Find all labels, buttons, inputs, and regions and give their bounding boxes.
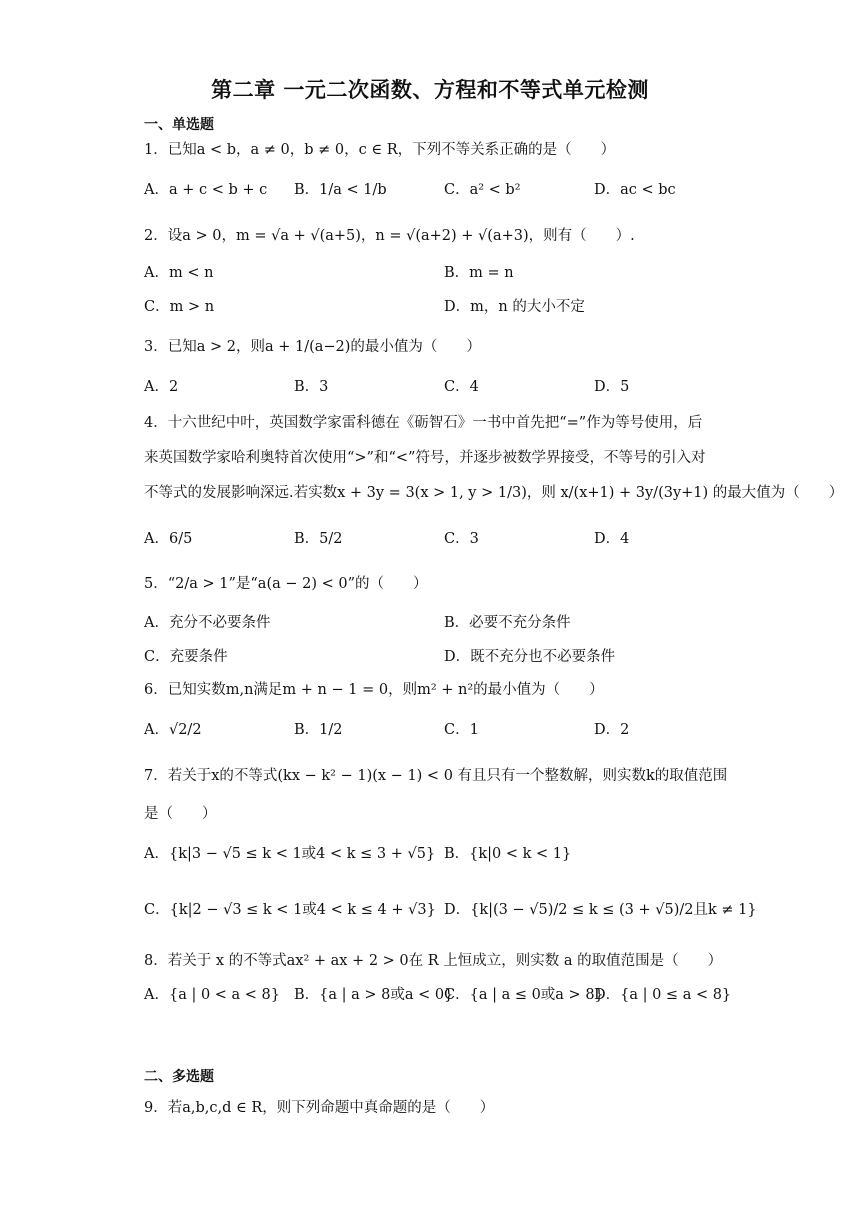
q7-option-b: B．{k|0 < k < 1} [444,846,572,862]
q7-option-d: D．{k|(3 − √5)/2 ≤ k ≤ (3 + √5)/2且k ≠ 1} [444,902,757,918]
q3-option-c: C．4 [444,379,479,395]
question-4-stem-line-2: 来英国数学家哈利奥特首次使用“>”和“<”符号，并逐步被数学界接受，不等号的引入对 [144,450,706,466]
question-9-stem: 9．若a,b,c,d ∈ R，则下列命题中真命题的是（ ） [144,1100,495,1116]
q4-option-a: A．6/5 [144,531,193,547]
q8-option-b: B．{a | a > 8或a < 0} [294,987,454,1003]
question-1-stem: 1．已知a < b，a ≠ 0，b ≠ 0，c ∈ R，下列不等关系正确的是（ ） [144,142,616,158]
question-4-stem-line-3: 不等式的发展影响深远.若实数x + 3y = 3(x > 1, y > 1/3)，则 x/(x+1) + 3y/(3y+1) 的最大值为（ ） [144,485,844,501]
q5-option-a: A．充分不必要条件 [144,615,271,631]
q5-option-c: C．充要条件 [144,649,228,665]
q8-option-d: D．{a | 0 ≤ a < 8} [594,987,732,1003]
q7-option-a: A．{k|3 − √5 ≤ k < 1或4 < k ≤ 3 + √5} [144,846,436,862]
q7-option-c: C．{k|2 − √3 ≤ k < 1或4 < k ≤ 4 + √3} [144,902,436,918]
q4-option-b: B．5/2 [294,531,343,547]
q2-option-d: D．m，n 的大小不定 [444,299,585,315]
section-heading-single-choice: 一、单选题 [144,117,214,133]
q2-option-a: A．m < n [144,265,214,281]
q5-option-b: B．必要不充分条件 [444,615,571,631]
q6-option-b: B．1/2 [294,722,343,738]
q6-option-a: A．√2/2 [144,722,202,738]
q1-option-c: C．a² < b² [444,182,521,198]
question-3-stem: 3．已知a > 2，则a + 1/(a−2)的最小值为（ ） [144,339,481,355]
q4-option-c: C．3 [444,531,479,547]
q3-option-d: D．5 [594,379,630,395]
question-4-stem-line-1: 4．十六世纪中叶，英国数学家雷科德在《砺智石》一书中首先把“=”作为等号使用，后 [144,415,703,431]
q1-option-b: B．1/a < 1/b [294,182,387,198]
question-7-stem-line-1: 7．若关于x的不等式(kx − k² − 1)(x − 1) < 0 有且只有一个整数解，则实数k的取值范围 [144,768,728,784]
q3-option-b: B．3 [294,379,329,395]
q1-option-a: A．a + c < b + c [144,182,268,198]
q3-option-a: A．2 [144,379,179,395]
q8-option-c: C．{a | a ≤ 0或a > 8} [444,987,604,1003]
question-8-stem: 8．若关于 x 的不等式ax² + ax + 2 > 0在 R 上恒成立，则实数 a 的取值范围是（ ） [144,953,723,969]
q2-option-c: C．m > n [144,299,215,315]
q1-option-d: D．ac < bc [594,182,676,198]
question-6-stem: 6．已知实数m,n满足m + n − 1 = 0，则m² + n²的最小值为（ ） [144,682,604,698]
question-5-stem: 5．“2/a > 1”是“a(a − 2) < 0”的（ ） [144,576,428,592]
q2-option-b: B．m = n [444,265,514,281]
question-7-stem-line-2: 是（ ） [144,806,217,822]
question-2-stem: 2．设a > 0，m = √a + √(a+5)，n = √(a+2) + √(a+3)，则有（ ）. [144,228,635,244]
page-title: 第二章 一元二次函数、方程和不等式单元检测 [211,78,649,102]
q8-option-a: A．{a | 0 < a < 8} [144,987,281,1003]
section-heading-multiple-choice: 二、多选题 [144,1069,214,1085]
q4-option-d: D．4 [594,531,630,547]
q5-option-d: D．既不充分也不必要条件 [444,649,616,665]
q6-option-c: C．1 [444,722,479,738]
q6-option-d: D．2 [594,722,630,738]
